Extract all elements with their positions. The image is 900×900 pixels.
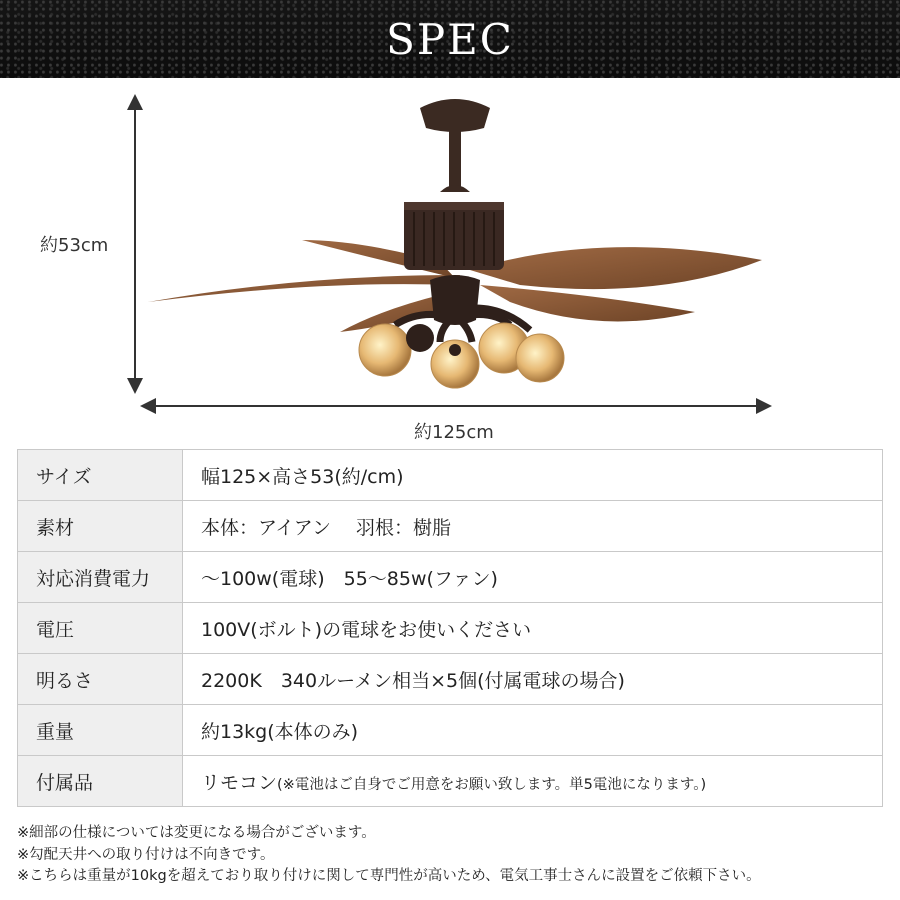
spec-label: 素材 (18, 501, 183, 552)
ceiling-fan-illustration (0, 80, 900, 445)
glass-light-shades (359, 323, 564, 388)
width-dimension-label: 約125cm (414, 422, 494, 443)
spec-value: 100V(ボルト)の電球をお使いください (183, 603, 883, 654)
spec-label: 重量 (18, 705, 183, 756)
note-text: ※細部の仕様については変更になる場合がございます。 (17, 825, 376, 841)
table-row (18, 705, 883, 756)
note-text: ※勾配天井への取り付けは不向きです。 (17, 846, 275, 863)
spec-label: 電圧 (18, 603, 183, 654)
notes-section (17, 823, 887, 888)
accessory-name: リモコン (201, 771, 278, 794)
spec-label: サイズ (18, 450, 183, 501)
spec-value: 2200K 340ルーメン相当×5個(付属電球の場合) (183, 654, 883, 705)
table-row (18, 552, 883, 603)
spec-value-accessories (183, 756, 883, 807)
spec-table (17, 449, 883, 807)
spec-label: 対応消費電力 (18, 552, 183, 603)
note-text: ※こちらは重量が10kgを超えており取り付けに関して専門性が高いため、電気工事士さんに設置をご依頼下さい。 (17, 868, 761, 884)
spec-value: ～100w(電球) 55～85w(ファン) (183, 552, 883, 603)
product-figure (0, 80, 900, 445)
table-row (18, 603, 883, 654)
spec-label: 付属品 (18, 756, 183, 807)
table-row (18, 450, 883, 501)
table-row (18, 501, 883, 552)
accessory-note: (※電池はご自身でご用意をお願い致します。単5電池になります。) (277, 776, 707, 793)
spec-header-banner (0, 0, 900, 78)
table-row (18, 756, 883, 807)
header-title: SPEC (386, 14, 514, 64)
spec-value: 約13kg(本体のみ) (183, 705, 883, 756)
spec-label: 明るさ (18, 654, 183, 705)
table-row (18, 654, 883, 705)
fan-canopy (420, 99, 490, 192)
height-dimension-label: 約53cm (40, 235, 109, 256)
spec-value: 幅125×高さ53(約/cm) (183, 450, 883, 501)
spec-value: 本体：アイアン 羽根：樹脂 (183, 501, 883, 552)
